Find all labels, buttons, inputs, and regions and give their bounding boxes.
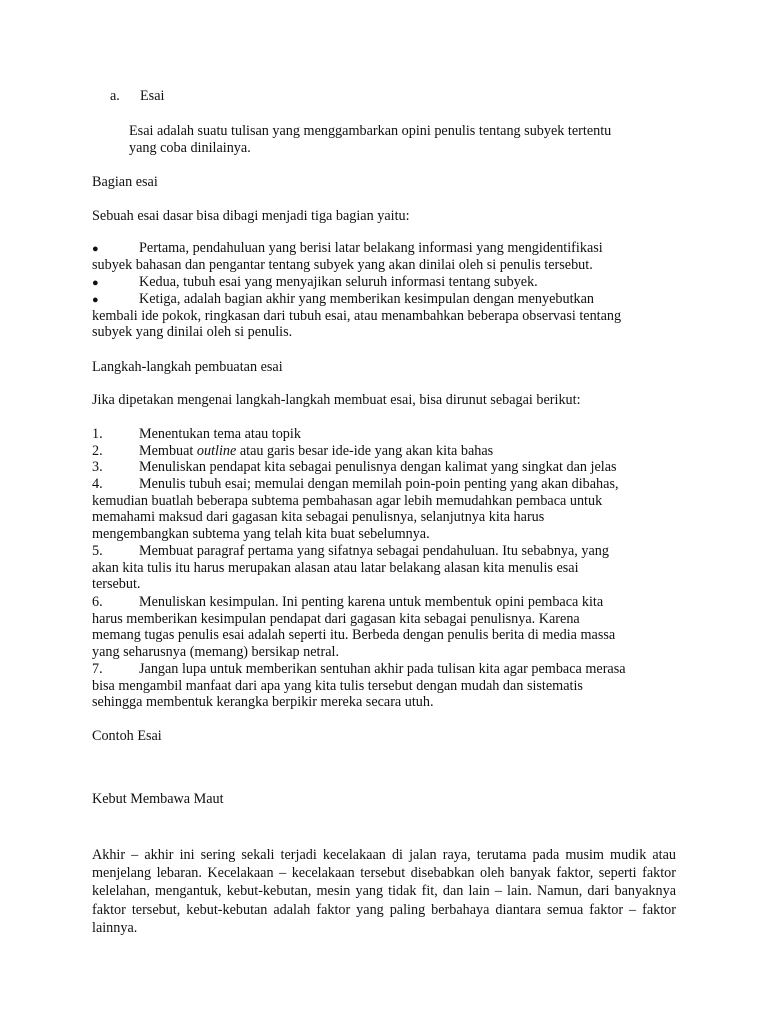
bullet-marker: ● (92, 277, 99, 289)
step-text: Jangan lupa untuk memberikan sentuhan akhir pada tulisan kita agar pembaca merasa (139, 661, 626, 677)
bullet-item-3 (92, 291, 676, 341)
example-title: Kebut Membawa Maut (92, 791, 224, 807)
steps-intro: Jika dipetakan mengenai langkah-langkah membuat esai, bisa dirunut sebagai berikut: (92, 392, 581, 408)
steps-heading: Langkah-langkah pembuatan esai (92, 359, 283, 375)
step-text: Menuliskan kesimpulan. Ini penting karena untuk membentuk opini pembaca kita (139, 594, 604, 610)
step-continuation: memang tugas penulis esai adalah seperti itu. Berbeda dengan penulis berita di media massa (92, 627, 616, 644)
bullet-item-continuation: subyek bahasan dan pengantar tentang subyek yang akan dinilai oleh si penulis tersebut. (92, 256, 593, 273)
step-item-5 (92, 543, 676, 593)
example-paragraph: Akhir – akhir ini sering sekali terjadi kecelakaan di jalan raya, terutama pada musim mudik atau menjelang lebaran. Kecelakaan – kecelakaan tersebut disebabkan oleh banyak faktor, seperti faktor kelelahan, mengantuk, kebut-kebutan, mesin yang tidak fit, dan lain – lain. Namun, dari banyaknya faktor tersebut, kebut-kebutan adalah faktor yang paling berbahaya diantara semua faktor – faktor lainnya. (92, 847, 676, 936)
bullet-item-text: Ketiga, adalah bagian akhir yang memberikan kesimpulan dengan menyebutkan (139, 291, 595, 307)
step-number: 5. (92, 543, 103, 559)
step-continuation: yang seharusnya (memang) bersikap netral. (92, 644, 340, 661)
step-continuation: bisa mengambil manfaat dari apa yang kita tulis tersebut dengan mudah dan sistematis (92, 677, 583, 694)
step-continuation: harus memberikan kesimpulan pendapat dari gagasan kita sebagai penulisnya. Karena (92, 610, 580, 627)
section-heading: Esai (140, 88, 165, 104)
bullet-item-continuation: subyek yang dinilai oleh si penulis. (92, 324, 293, 341)
step-item-4 (92, 476, 676, 543)
bullet-item-text: Kedua, tubuh esai yang menyajikan seluruh informasi tentang subyek. (139, 274, 538, 290)
step-text: Menulis tubuh esai; memulai dengan memilah poin-poin penting yang akan dibahas, (139, 476, 619, 492)
step-continuation: mengembangkan subtema yang telah kita buat sebelumnya. (92, 526, 430, 543)
step-text (92, 443, 676, 460)
definition-line-2: yang coba dinilainya. (129, 140, 251, 156)
step-continuation: akan kita tulis itu harus merupakan alasan atau latar belakang alasan kita menulis esai (92, 559, 579, 576)
step-number: 1. (92, 426, 103, 442)
step-item-6 (92, 594, 676, 661)
parts-heading: Bagian esai (92, 174, 158, 190)
step-continuation: sehingga membentuk kerangka berpikir mereka secara utuh. (92, 694, 434, 711)
parts-intro: Sebuah esai dasar bisa dibagi menjadi tiga bagian yaitu: (92, 208, 410, 224)
step-number: 2. (92, 443, 103, 459)
definition-line-1: Esai adalah suatu tulisan yang menggambarkan opini penulis tentang subyek tertentu (129, 123, 612, 139)
bullet-item-continuation: kembali ide pokok, ringkasan dari tubuh esai, atau menambahkan beberapa observasi tentang (92, 307, 622, 324)
step-text: Menuliskan pendapat kita sebagai penulisnya dengan kalimat yang singkat dan jelas (139, 459, 617, 475)
step-text: Menentukan tema atau topik (139, 426, 301, 442)
section-marker: a. (110, 88, 120, 104)
step-text-part: atau garis besar ide-ide yang akan kita bahas (236, 443, 494, 459)
step-text-part: Membuat (139, 443, 197, 459)
step-continuation: memahami maksud dari gagasan kita sebagai penulisnya, selanjutnya kita harus (92, 509, 545, 526)
step-number: 4. (92, 476, 103, 492)
step-number: 3. (92, 459, 103, 475)
step-item-1 (92, 426, 676, 443)
bullet-marker: ● (92, 243, 99, 255)
step-number: 6. (92, 594, 103, 610)
bullet-item-1 (92, 240, 676, 273)
step-continuation: tersebut. (92, 576, 141, 593)
step-item-2 (92, 443, 676, 460)
step-item-3 (92, 459, 676, 476)
step-number: 7. (92, 661, 103, 677)
step-text-italic: outline (196, 443, 237, 459)
bullet-item-2 (92, 274, 676, 291)
example-heading: Contoh Esai (92, 728, 162, 744)
bullet-marker: ● (92, 294, 99, 306)
bullet-item-text: Pertama, pendahuluan yang berisi latar belakang informasi yang mengidentifikasi (139, 240, 603, 256)
step-item-7 (92, 661, 676, 711)
step-text: Membuat paragraf pertama yang sifatnya sebagai pendahuluan. Itu sebabnya, yang (139, 543, 609, 559)
step-continuation: kemudian buatlah beberapa subtema pembahasan agar lebih memudahkan pembaca untuk (92, 492, 603, 509)
